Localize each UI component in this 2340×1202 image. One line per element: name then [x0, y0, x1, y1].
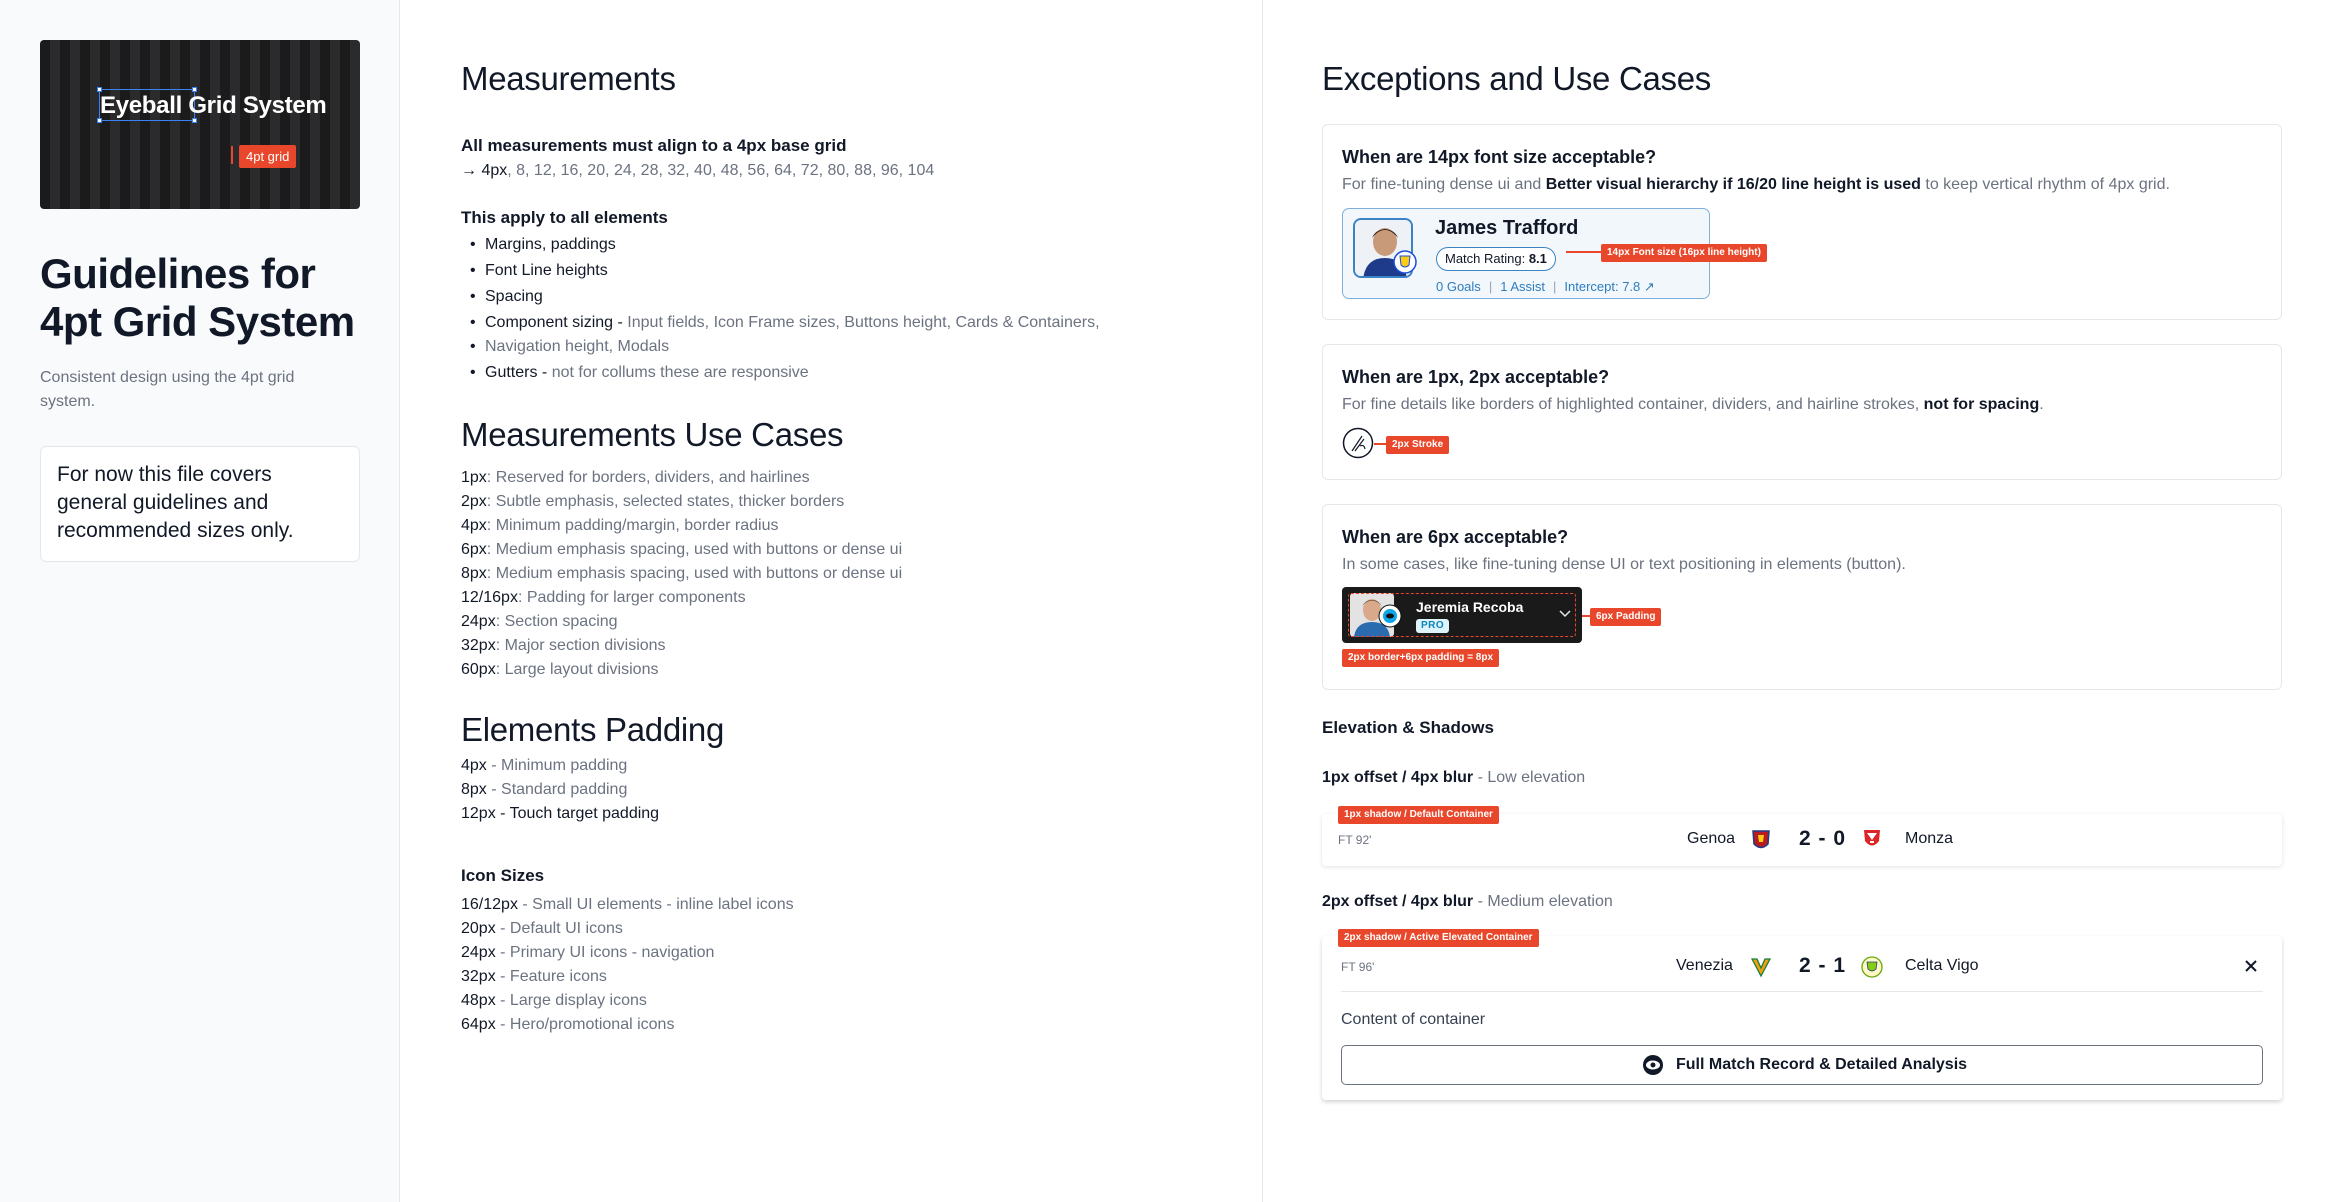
- list-item: [461, 634, 666, 658]
- stat-goals[interactable]: 0 Goals: [1436, 279, 1481, 294]
- info-note: For now this file covers general guidelines and recommended sizes only.: [40, 446, 360, 562]
- list-item: [461, 778, 627, 802]
- list-item: • Margins, paddings: [461, 232, 1100, 258]
- match-score: 2 - 1: [1799, 954, 1847, 977]
- list-item: [461, 989, 647, 1013]
- player-select-button[interactable]: [1342, 587, 1582, 643]
- size-description: - Small UI elements - inline label icons: [517, 896, 794, 913]
- cover-badge: 4pt grid: [239, 145, 296, 168]
- tag-connector: [1374, 443, 1386, 445]
- match-card-medium: [1322, 936, 2282, 1100]
- stat-intercept[interactable]: Intercept: 7.8 ↗: [1564, 279, 1655, 294]
- list-item: • Gutters - not for collums these are responsive: [461, 360, 1100, 386]
- chevron-down-icon: [1558, 606, 1572, 620]
- match-score: 2 - 0: [1799, 827, 1847, 850]
- page-title-line2: 4pt Grid System: [40, 298, 355, 345]
- container-content-label: Content of container: [1341, 1011, 1486, 1028]
- size-description: - Large display icons: [495, 992, 647, 1009]
- size-value: 64px: [461, 1016, 496, 1033]
- list-item: [461, 1013, 674, 1037]
- card-description: For fine details like borders of highlighted container, dividers, and hairline strokes, not for spacing.: [1342, 396, 2044, 413]
- list-item: [461, 538, 902, 562]
- list-item: [461, 893, 794, 917]
- full-match-record-button[interactable]: [1341, 1045, 2263, 1085]
- guidelines-column: [461, 0, 1261, 1202]
- size-value: 48px: [461, 992, 496, 1009]
- size-value: 4px: [461, 757, 487, 774]
- size-description: : Section spacing: [495, 613, 618, 630]
- size-value: 60px: [461, 661, 496, 678]
- pro-badge: PRO: [1416, 619, 1449, 633]
- size-value: 6px: [461, 541, 487, 558]
- monza-crest-icon: [1861, 828, 1883, 850]
- player-stats: 0 Goals | 1 Assist | Intercept: 7.8 ↗: [1436, 279, 1655, 294]
- measurements-heading: Measurements: [461, 60, 676, 97]
- club-crest-icon: [1393, 250, 1417, 274]
- celta-vigo-crest-icon: [1861, 956, 1883, 978]
- venezia-crest-icon: [1750, 956, 1772, 978]
- value-list: , 8, 12, 16, 20, 24, 28, 32, 40, 48, 56, 64, 72, 80, 88, 96, 104: [507, 162, 935, 179]
- size-description: - Standard padding: [486, 781, 628, 798]
- measurements-values: [461, 159, 934, 183]
- size-description: - Feature icons: [495, 968, 607, 985]
- elevation-heading: Elevation & Shadows: [1322, 718, 1494, 737]
- cover-image: [40, 40, 360, 209]
- size-description: : Medium emphasis spacing, used with buttons or dense ui: [486, 541, 903, 558]
- list-item: • Font Line heights: [461, 258, 1100, 284]
- away-team: Monza: [1905, 830, 1954, 847]
- list-item: [461, 965, 607, 989]
- page-title: [40, 250, 380, 346]
- list-item: [461, 802, 659, 826]
- size-value: 20px: [461, 920, 496, 937]
- list-item: [461, 466, 810, 490]
- size-value: 24px: [461, 613, 496, 630]
- size-description: : Medium emphasis spacing, used with buttons or dense ui: [486, 565, 903, 582]
- size-value: 32px: [461, 968, 496, 985]
- genoa-crest-icon: [1750, 829, 1772, 851]
- exceptions-heading: Exceptions and Use Cases: [1322, 60, 1712, 97]
- away-team: Celta Vigo: [1905, 957, 1979, 974]
- list-item: [461, 562, 902, 586]
- match-time: FT 92': [1338, 833, 1372, 847]
- card-description: For fine-tuning dense ui and Better visual hierarchy if 16/20 line height is used to keep vertical rhythm of 4px grid.: [1342, 176, 2170, 193]
- match-rating-pill: Match Rating: 8.1: [1436, 247, 1556, 271]
- cover-title: Eyeball Grid System: [100, 92, 327, 119]
- size-value: 4px: [461, 517, 487, 534]
- button-label: Full Match Record & Detailed Analysis: [1676, 1056, 1968, 1073]
- size-description: - Hero/promotional icons: [495, 1016, 675, 1033]
- stat-assist[interactable]: 1 Assist: [1500, 279, 1545, 294]
- annotation-tag: 14px Font size (16px line height): [1601, 244, 1767, 262]
- list-item: [461, 514, 778, 538]
- card-question: When are 1px, 2px acceptable?: [1342, 367, 1610, 387]
- size-value: 32px: [461, 637, 496, 654]
- list-item: [461, 754, 627, 778]
- card-question: When are 14px font size acceptable?: [1342, 147, 1657, 167]
- player-name: Jeremia Recoba: [1416, 599, 1524, 615]
- arrow-right-icon: →: [461, 162, 477, 179]
- size-value: 1px: [461, 469, 487, 486]
- eye-icon: [1642, 1054, 1664, 1076]
- size-value: 24px: [461, 944, 496, 961]
- annotation-tag: 2px Stroke: [1386, 436, 1449, 454]
- card-description: In some cases, like fine-tuning dense UI or text positioning in elements (button).: [1342, 556, 1906, 573]
- sidebar: [0, 0, 400, 1202]
- padding-heading: Elements Padding: [461, 711, 725, 748]
- low-elevation-label: 1px offset / 4px blur - Low elevation: [1322, 769, 1586, 786]
- page-title-line1: Guidelines for: [40, 250, 316, 297]
- tag-connector: [1582, 615, 1590, 617]
- close-icon[interactable]: [2243, 958, 2259, 974]
- size-description: - Default UI icons: [495, 920, 623, 937]
- hairline-stroke-icon: [1342, 427, 1374, 459]
- size-description: : Minimum padding/margin, border radius: [486, 517, 779, 534]
- annotation-tag: 6px Padding: [1590, 608, 1661, 626]
- measurements-rule: All measurements must align to a 4px base grid: [461, 136, 847, 155]
- apply-list: [461, 232, 1100, 386]
- size-description: : Padding for larger components: [517, 589, 746, 606]
- list-item: [461, 490, 844, 514]
- size-value: 2px: [461, 493, 487, 510]
- list-item-continuation: • Navigation height, Modals: [461, 334, 1100, 360]
- size-value: 8px: [461, 781, 487, 798]
- match-time: FT 96': [1341, 960, 1375, 974]
- list-item: • Spacing: [461, 284, 1100, 310]
- size-value: 12px - Touch target padding: [461, 805, 660, 822]
- list-item: • Component sizing - Input fields, Icon Frame sizes, Buttons height, Cards & Containers,: [461, 310, 1100, 336]
- list-item: [461, 658, 658, 682]
- exceptions-column: [1322, 0, 2282, 1202]
- annotation-tag: 2px border+6px padding = 8px: [1342, 649, 1499, 667]
- list-item: [461, 941, 714, 965]
- exception-card-font: [1322, 124, 2282, 320]
- card-question: When are 6px acceptable?: [1342, 527, 1569, 547]
- icon-sizes-heading: Icon Sizes: [461, 866, 545, 885]
- annotation-tag: 1px shadow / Default Container: [1338, 806, 1499, 824]
- column-divider: [1262, 0, 1263, 1202]
- use-cases-heading: Measurements Use Cases: [461, 416, 844, 453]
- page-subtitle: Consistent design using the 4pt grid system.: [40, 369, 295, 410]
- player-name: James Trafford: [1435, 217, 1579, 239]
- size-description: - Minimum padding: [486, 757, 628, 774]
- annotation-tag: 2px shadow / Active Elevated Container: [1338, 929, 1539, 947]
- medium-elevation-label: 2px offset / 4px blur - Medium elevation: [1322, 893, 1613, 910]
- size-value: 8px: [461, 565, 487, 582]
- list-item: [461, 917, 623, 941]
- size-description: - Primary UI icons - navigation: [495, 944, 715, 961]
- size-description: : Reserved for borders, dividers, and hairlines: [486, 469, 810, 486]
- cover-badge-line: [231, 146, 233, 164]
- apply-heading: This apply to all elements: [461, 208, 668, 227]
- exception-card-stroke: [1322, 344, 2282, 480]
- base-value: 4px: [481, 162, 508, 179]
- home-team: Genoa: [1687, 830, 1736, 847]
- size-description: : Major section divisions: [495, 637, 666, 654]
- list-item: [461, 586, 746, 610]
- list-item: [461, 610, 618, 634]
- size-value: 16/12px: [461, 896, 518, 913]
- exception-card-6px: [1322, 504, 2282, 690]
- size-description: : Large layout divisions: [495, 661, 659, 678]
- size-value: 12/16px: [461, 589, 518, 606]
- home-team: Venezia: [1676, 957, 1733, 974]
- tag-connector: [1566, 251, 1601, 253]
- size-description: : Subtle emphasis, selected states, thicker borders: [486, 493, 845, 510]
- divider: [1341, 991, 2263, 992]
